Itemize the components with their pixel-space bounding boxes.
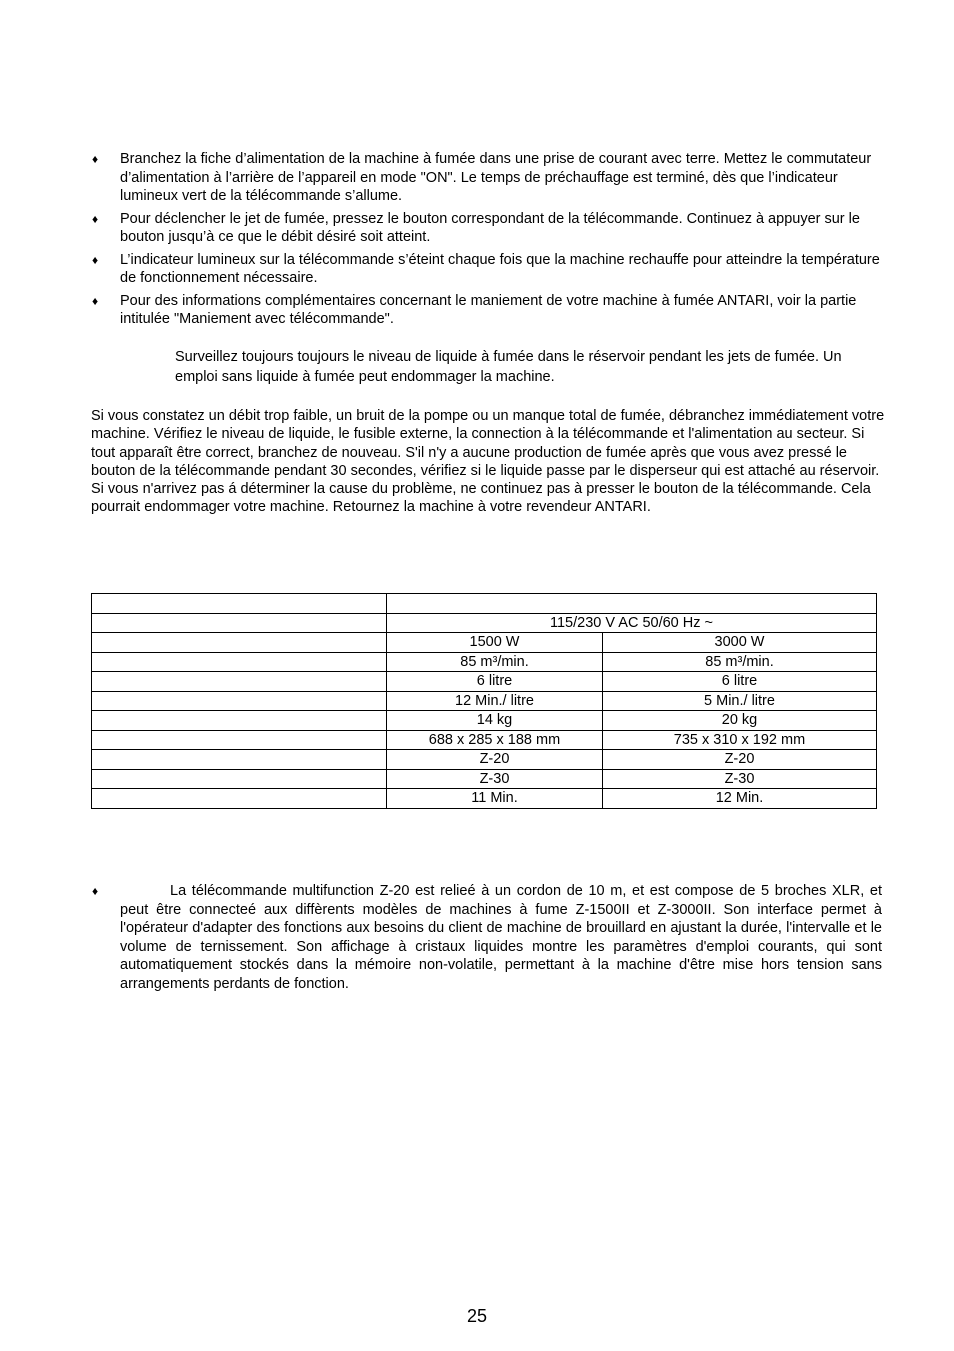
table-row: [92, 711, 877, 731]
list-item: [91, 292, 881, 329]
table-row: [92, 691, 877, 711]
table-cell: 85 m³/min.: [603, 652, 877, 672]
troubleshooting-paragraph: Si vous constatez un débit trop faible, un bruit de la pompe ou un manque total de fumée, débranchez immédiatement votre machine. Vérifiez le niveau de liquide, le fusible externe, la connection à la télécommande et l'alimentation au secteur. Si tout apparaît être correct, branchez de nouveau. S'il n'y a aucune production de fumée après que vous avez pressé le bouton de la télécommande pendant 30 secondes, vérifiez si le liquide passe par le disperseur qui est attaché au réservoir. Si vous n'arrivez pas á déterminer la cause du problème, ne continuez pas à presser le bouton de la télécommande. Cela pourrait endommager votre machine. Retournez la machine à votre revendeur ANTARI.: [91, 408, 885, 516]
table-cell: [92, 711, 387, 731]
table-row: [92, 769, 877, 789]
diamond-bullet-icon: ♦: [92, 293, 99, 308]
operation-bullet-list: [91, 150, 881, 333]
table-cell: 688 x 285 x 188 mm: [387, 730, 603, 750]
specifications-table: [91, 593, 877, 809]
table-cell: 85 m³/min.: [387, 652, 603, 672]
table-cell: Z-30: [603, 769, 877, 789]
table-cell: Z-30: [387, 769, 603, 789]
table-header-row: [92, 594, 877, 614]
table-cell: 1500 W: [387, 633, 603, 653]
z20-description: [91, 882, 882, 994]
diamond-bullet-icon: ♦: [92, 884, 99, 898]
diamond-bullet-icon: ♦: [92, 152, 99, 166]
z20-paragraph: La télécommande multifunction Z-20 est relieé à un cordon de 10 m, et est compose de 5 broches XLR, et peut être connecteé aux diffèrents modèles de machines à fume Z-1500II et Z-3000II. Son interface permet à l'opérateur d'adapter des fonctions aux besoins du client de machine de brouillard en ajustant la durée, l'intervalle et le volume de ternissement. Son affichage à cristaux liquides montre les paramètres d'emploi courants, qui sont automatiquement stockés dans la mémoire non-volatile, permettant à la machine d'être mise hors tension sans arrangements perdants de fonction.: [120, 883, 882, 992]
table-cell: [92, 613, 387, 633]
table-row: [92, 750, 877, 770]
table-row: [92, 789, 877, 809]
table-row: [92, 633, 877, 653]
table-cell: 3000 W: [603, 633, 877, 653]
table-cell: 20 kg: [603, 711, 877, 731]
list-item: [91, 210, 881, 247]
table-cell: 12 Min.: [603, 789, 877, 809]
table-cell: 11 Min.: [387, 789, 603, 809]
bullet-text: L’indicateur lumineux sur la télécommande s’éteint chaque fois que la machine rechauffe pour atteindre la température de fonctionnement nécessaire.: [120, 251, 880, 286]
warning-note: Surveillez toujours toujours le niveau de liquide à fumée dans le réservoir pendant les jets de fumée. Un emploi sans liquide à fumée peut endommager la machine.: [175, 349, 842, 385]
bullet-text: Branchez la fiche d’alimentation de la machine à fumée dans une prise de courant avec terre. Mettez le commutateur d’alimentation à l’arrière de l’appareil en mode "ON". Le temps de préchauffage est terminé, dès que l’indicateur lumineux vert de la télécommande s’allume.: [120, 151, 872, 204]
list-item: [91, 251, 881, 288]
table-cell: [92, 691, 387, 711]
table-row: [92, 672, 877, 692]
table-cell: Z-20: [603, 750, 877, 770]
table-row: [92, 652, 877, 672]
table-cell: 14 kg: [387, 711, 603, 731]
page-number: 25: [466, 1306, 488, 1326]
table-cell: [387, 594, 877, 614]
table-cell: [92, 594, 387, 614]
table-cell: 6 litre: [603, 672, 877, 692]
table-cell: Z-20: [387, 750, 603, 770]
table-row: [92, 613, 877, 633]
table-cell: [92, 672, 387, 692]
bullet-text: Pour des informations complémentaires concernant le maniement de votre machine à fumée ANTARI, voir la partie intitulée "Maniement avec télécommande".: [120, 292, 857, 327]
list-item: [91, 150, 881, 206]
table-cell: 12 Min./ litre: [387, 691, 603, 711]
table-cell: [92, 789, 387, 809]
voltage-cell: 115/230 V AC 50/60 Hz ~: [387, 613, 877, 633]
table-cell: 6 litre: [387, 672, 603, 692]
table-cell: [92, 633, 387, 653]
table-cell: [92, 652, 387, 672]
table-cell: 735 x 310 x 192 mm: [603, 730, 877, 750]
diamond-bullet-icon: ♦: [92, 252, 99, 267]
diamond-bullet-icon: ♦: [92, 211, 99, 226]
table-cell: 5 Min./ litre: [603, 691, 877, 711]
table-cell: [92, 769, 387, 789]
table-row: [92, 730, 877, 750]
bullet-text: Pour déclencher le jet de fumée, pressez le bouton correspondant de la télécommande. Continuez à appuyer sur le bouton jusqu’à ce que le débit désiré soit atteint.: [120, 210, 860, 245]
table-cell: [92, 750, 387, 770]
table-cell: [92, 730, 387, 750]
